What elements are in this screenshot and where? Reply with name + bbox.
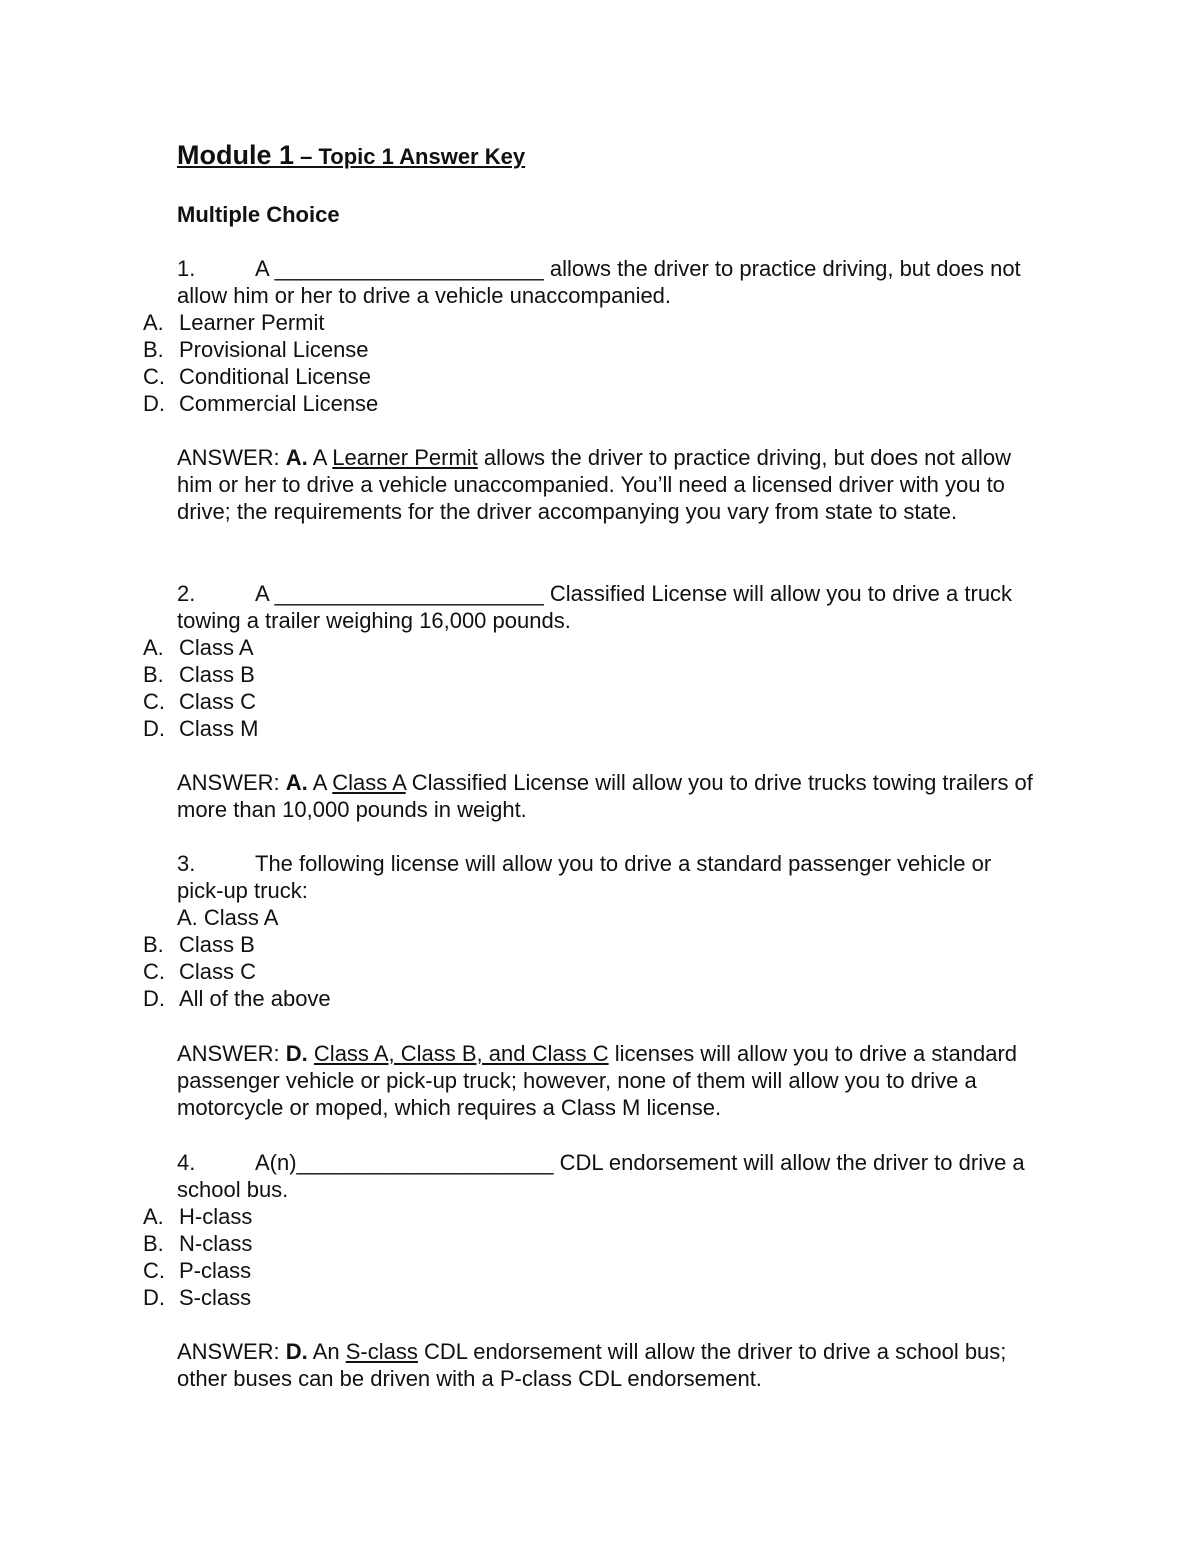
option-d: D. Class M (143, 716, 259, 741)
answer-term: S-class (345, 1339, 418, 1364)
option-a: A. Class A (143, 635, 254, 660)
answer-3: ANSWER: D. Class A, Class B, and Class C licenses will allow you to drive a standard passenger vehicle or pick-up truck; however, none of them will allow you to drive a motorcycle or moped, which requires a Class M license. (177, 1041, 1018, 1120)
option-a: A. H-class (143, 1204, 253, 1229)
question-number: 1. (177, 256, 196, 281)
question-text: A(n)_____________________ CDL endorsement will allow the driver to drive a school bus. (177, 1150, 1025, 1202)
question-4-options (143, 1203, 643, 1311)
answer-1: ANSWER: A. A Learner Permit allows the driver to practice driving, but does not allow him or her to drive a vehicle unaccompanied. You’ll need a licensed driver with you to drive; the requirements for the driver accompanying you vary from state to state. (177, 445, 1011, 524)
question-text: A ______________________ Classified License will allow you to drive a truck towing a trailer weighing 16,000 pounds. (177, 581, 1013, 633)
option-c: C. Class C (143, 959, 257, 984)
section-heading: Multiple Choice (177, 202, 340, 227)
question-text: A ______________________ allows the driver to practice driving, but does not allow him or her to drive a vehicle unaccompanied. (177, 256, 1021, 308)
question-1-options (143, 309, 643, 417)
option-b: B. Class B (143, 662, 255, 687)
title-topic: – Topic 1 Answer Key (294, 144, 526, 169)
answer-term: Class A, Class B, and Class C (313, 1041, 609, 1066)
option-b: B. Provisional License (143, 337, 369, 362)
option-a: A. Learner Permit (143, 310, 325, 335)
question-2-options (143, 634, 643, 742)
option-b: B. N-class (143, 1231, 253, 1256)
option-a: A. Class A (177, 905, 279, 930)
question-3 (177, 850, 1037, 904)
answer-term: Class A (332, 770, 406, 795)
answer-4: ANSWER: D. An S-class CDL endorsement will allow the driver to drive a school bus; other buses can be driven with a P-class CDL endorsement. (177, 1339, 1007, 1391)
option-c: C. Class C (143, 689, 257, 714)
answer-choice: A. (285, 445, 308, 470)
question-1 (177, 255, 1037, 309)
question-number: 3. (177, 851, 196, 876)
title-module: Module 1 (177, 140, 295, 170)
answer-choice: D. (285, 1339, 308, 1364)
answer-choice: D. (285, 1041, 308, 1066)
answer-term: Learner Permit (332, 445, 478, 470)
option-b: B. Class B (143, 932, 255, 957)
question-text: The following license will allow you to drive a standard passenger vehicle or pick-up truck: (177, 851, 992, 903)
option-c: C. Conditional License (143, 364, 372, 389)
option-c: C. P-class (143, 1258, 252, 1283)
question-2 (177, 580, 1037, 634)
question-3-options (143, 931, 643, 1012)
page-title (177, 142, 525, 170)
option-d: D. Commercial License (143, 391, 379, 416)
question-number: 2. (177, 581, 196, 606)
option-d: D. All of the above (143, 986, 331, 1011)
option-d: D. S-class (143, 1285, 252, 1310)
question-4 (177, 1149, 1037, 1203)
answer-choice: A. (285, 770, 308, 795)
question-number: 4. (177, 1150, 196, 1175)
answer-2: ANSWER: A. A Class A Classified License will allow you to drive trucks towing trailers of more than 10,000 pounds in weight. (177, 770, 1033, 822)
